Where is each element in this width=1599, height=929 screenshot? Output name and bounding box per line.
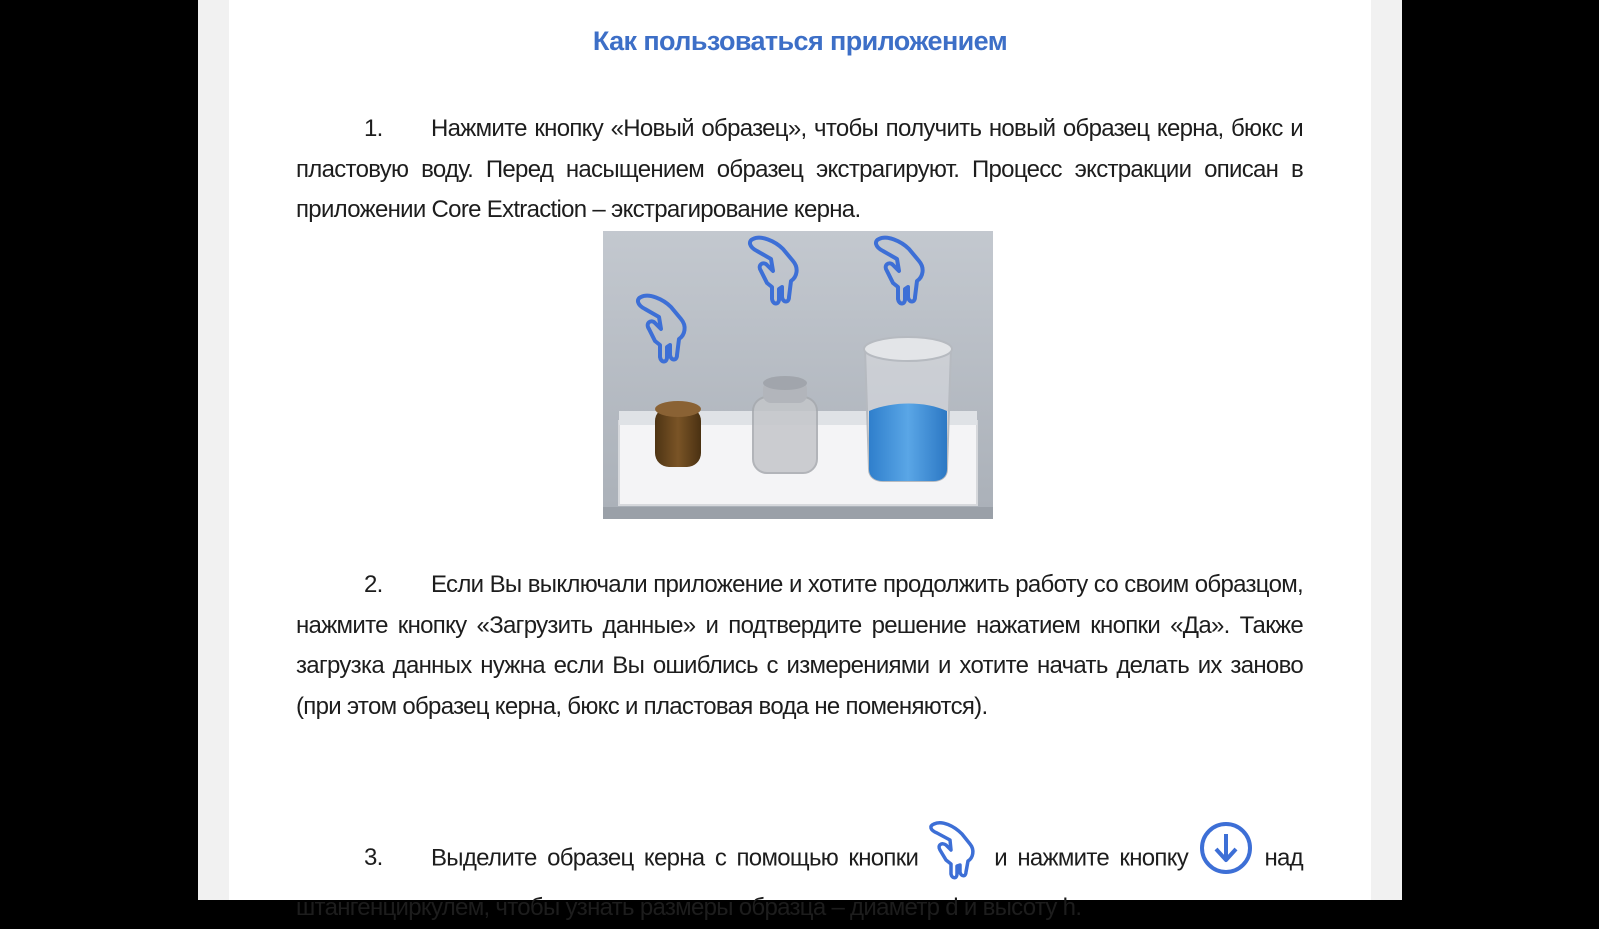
- lab-illustration: [603, 231, 993, 519]
- step-1: [296, 109, 1303, 231]
- step-text: Нажмите кнопку «Новый образец», чтобы получить новый образец керна, бюкс и пластовую воду. Перед насыщением образец экстрагируют. Процесс экстракции описан в приложении Core Extraction – экстрагирование керна.: [296, 115, 1303, 223]
- step-number: 3.: [364, 844, 383, 872]
- pointing-hand-icon[interactable]: [928, 820, 984, 878]
- step-text: Если Вы выключали приложение и хотите продолжить работу со своим образцом, нажмите кнопку «Загрузить данные» и подтвердите решение нажатием кнопки «Да». Также загрузка данных нужна если Вы ошиблись с измерениями и хотите начать делать их заново (при этом образец керна, бюкс и пластовая вода не поменяются).: [296, 571, 1303, 720]
- step-3: [296, 830, 1303, 929]
- document-page[interactable]: [229, 0, 1371, 921]
- beaker-with-water[interactable]: [864, 337, 952, 481]
- download-circle-icon[interactable]: [1198, 820, 1254, 878]
- step-number: 2.: [364, 571, 383, 598]
- step-text-middle: и нажмите кнопку: [994, 844, 1189, 872]
- core-sample[interactable]: [655, 401, 701, 467]
- step-text-after: над штангенциркулем, чтобы узнать размеры образца – диаметр d и высоту h.: [296, 844, 1303, 921]
- step-number: 1.: [364, 115, 383, 142]
- step-2: [296, 565, 1303, 727]
- page-title: Как пользоваться приложением: [592, 26, 1008, 56]
- step-text-before: Выделите образец керна с помощью кнопки: [431, 844, 919, 872]
